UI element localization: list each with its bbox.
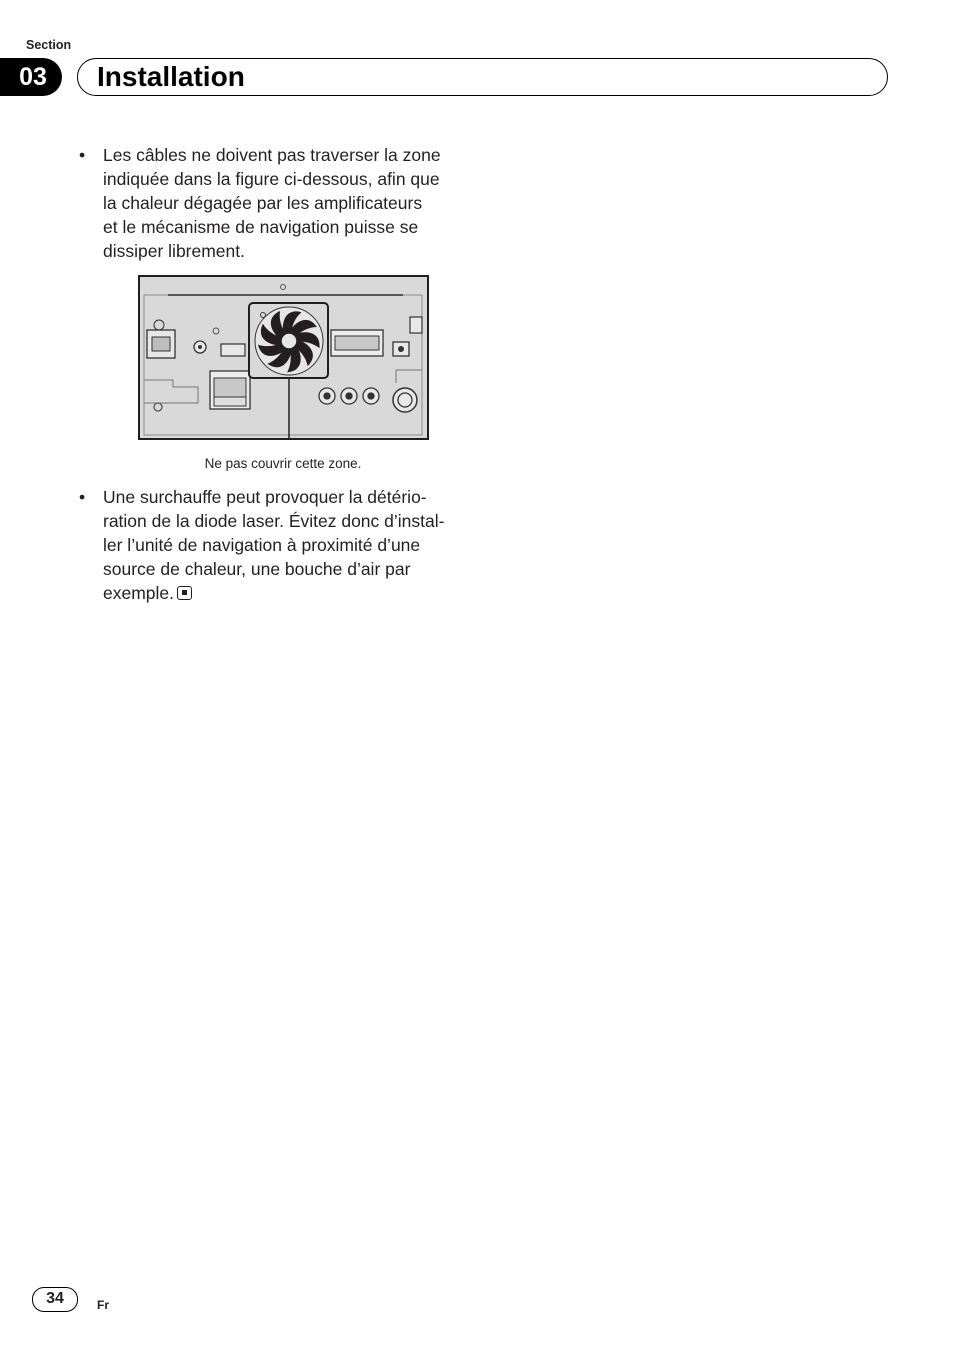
text-line: ration de la diode laser. Évitez donc d’instal- — [103, 511, 445, 531]
section-number-badge: 03 — [0, 58, 62, 96]
text-line: exemple. — [103, 583, 175, 603]
connector-right-upper-pins — [335, 336, 379, 350]
text-line: indiquée dans la figure ci-dessous, afin que — [103, 169, 440, 189]
text-line: et le mécanisme de navigation puisse se — [103, 217, 419, 237]
end-of-section-icon — [177, 586, 192, 600]
bullet-text — [103, 485, 479, 605]
connector-large-tab — [214, 397, 246, 406]
bullet-text — [103, 143, 479, 263]
bullet-marker: • — [79, 487, 86, 507]
language-code: Fr — [97, 1298, 109, 1312]
section-label: Section — [26, 38, 72, 52]
round-port-small-center — [198, 345, 202, 349]
text-line: Les câbles ne doivent pas traverser la zone — [103, 145, 441, 165]
title-bar — [77, 58, 888, 96]
page-number-badge: 34 — [32, 1287, 78, 1312]
connector-small — [221, 344, 245, 356]
antenna-jack — [393, 388, 417, 412]
connector-left-pins — [152, 337, 170, 351]
square-port-center — [398, 346, 404, 352]
bullet-item-overheat — [79, 485, 479, 605]
rear-panel-illustration — [138, 275, 429, 440]
text-line: ler l’unité de navigation à proximité d’une — [103, 535, 421, 555]
connector-large-inner — [214, 378, 246, 398]
text-line: dissiper librement. — [103, 241, 245, 261]
rca-jacks — [319, 388, 379, 404]
text-line: Une surchauffe peut provoquer la détério- — [103, 487, 427, 507]
bullet-marker: • — [79, 145, 86, 165]
page-title: Installation — [97, 61, 245, 92]
figure-caption: Ne pas couvrir cette zone. — [204, 456, 362, 471]
side-connector — [410, 317, 422, 333]
text-line: source de chaleur, une bouche d’air par — [103, 559, 411, 579]
text-line: la chaleur dégagée par les amplificateurs — [103, 193, 423, 213]
text-line-last — [103, 581, 479, 605]
bullet-item-cables — [79, 143, 479, 263]
